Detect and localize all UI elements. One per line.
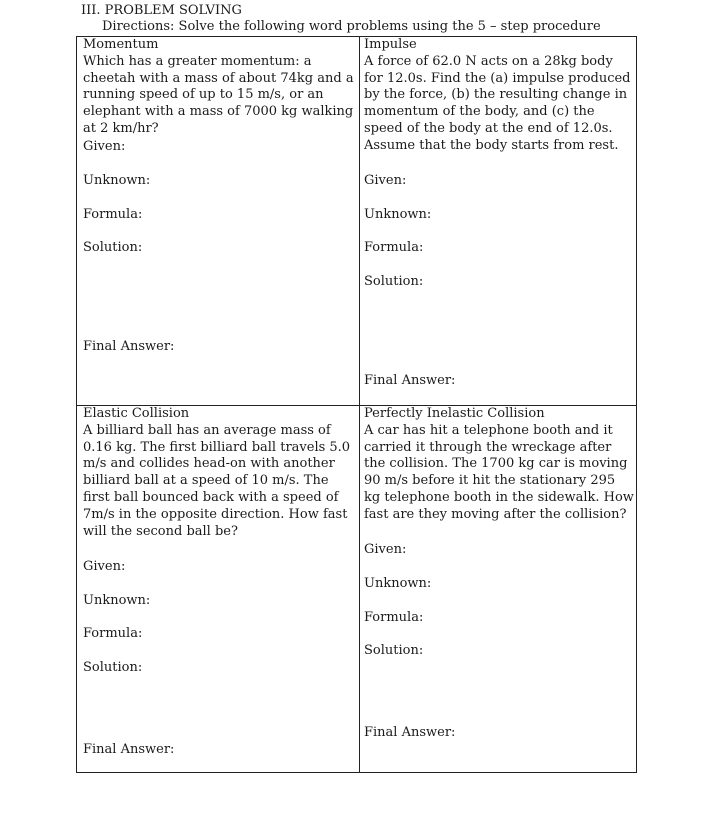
problem-cell-elastic-collision bbox=[83, 406, 355, 540]
solution-label: Solution: bbox=[364, 274, 424, 289]
given-label: Given: bbox=[364, 542, 407, 557]
unknown-label: Unknown: bbox=[364, 576, 432, 591]
formula-label: Formula: bbox=[83, 207, 143, 222]
given-label: Given: bbox=[83, 139, 126, 154]
solution-label: Solution: bbox=[83, 660, 143, 675]
unknown-label: Unknown: bbox=[83, 593, 151, 608]
problem-title: Elastic Collision bbox=[83, 406, 190, 421]
formula-label: Formula: bbox=[83, 626, 143, 641]
problem-title: Momentum bbox=[83, 37, 159, 52]
problem-cell-momentum bbox=[83, 37, 355, 138]
problem-cell-inelastic-collision bbox=[364, 406, 634, 524]
final-answer-label: Final Answer: bbox=[83, 742, 175, 757]
problem-title: Perfectly Inelastic Collision bbox=[364, 406, 545, 421]
problem-text: Which has a greater momentum: a cheetah with a mass of about 74kg and a running speed of up to 15 m/s, or an elephant with a mass of 7000 kg walking at 2 km/hr? bbox=[83, 53, 354, 136]
final-answer-label: Final Answer: bbox=[364, 373, 456, 388]
unknown-label: Unknown: bbox=[83, 173, 151, 188]
final-answer-label: Final Answer: bbox=[364, 725, 456, 740]
given-label: Given: bbox=[364, 173, 407, 188]
problem-title: Impulse bbox=[364, 37, 417, 52]
final-answer-label: Final Answer: bbox=[83, 339, 175, 354]
directions: Directions: Solve the following word problems using the 5 – step procedure bbox=[102, 19, 601, 34]
problem-text: A force of 62.0 N acts on a 28kg body for 12.0s. Find the (a) impulse produced by the force, (b) the resulting change in momentum of the body, and (c) the speed of the body at the end of 12.0s. Assume that the body starts from rest. bbox=[364, 53, 631, 153]
unknown-label: Unknown: bbox=[364, 207, 432, 222]
solution-label: Solution: bbox=[364, 643, 424, 658]
problem-cell-impulse bbox=[364, 37, 634, 155]
section-title: III. PROBLEM SOLVING bbox=[81, 3, 242, 18]
problem-text: A car has hit a telephone booth and it carried it through the wreckage after the collision. The 1700 kg car is moving 90 m/s before it hit the stationary 295 kg telephone booth in the sidewalk. How fast are they moving after the collision? bbox=[364, 422, 634, 522]
problem-text: A billiard ball has an average mass of 0.16 kg. The first billiard ball travels 5.0 m/s and collides head-on with another billiard ball at a speed of 10 m/s. The first ball bounced back with a speed of 7m/s in the opposite direction. How fast will the second ball be? bbox=[83, 422, 351, 539]
problem-table bbox=[76, 36, 637, 773]
formula-label: Formula: bbox=[364, 610, 424, 625]
formula-label: Formula: bbox=[364, 240, 424, 255]
solution-label: Solution: bbox=[83, 240, 143, 255]
given-label: Given: bbox=[83, 559, 126, 574]
